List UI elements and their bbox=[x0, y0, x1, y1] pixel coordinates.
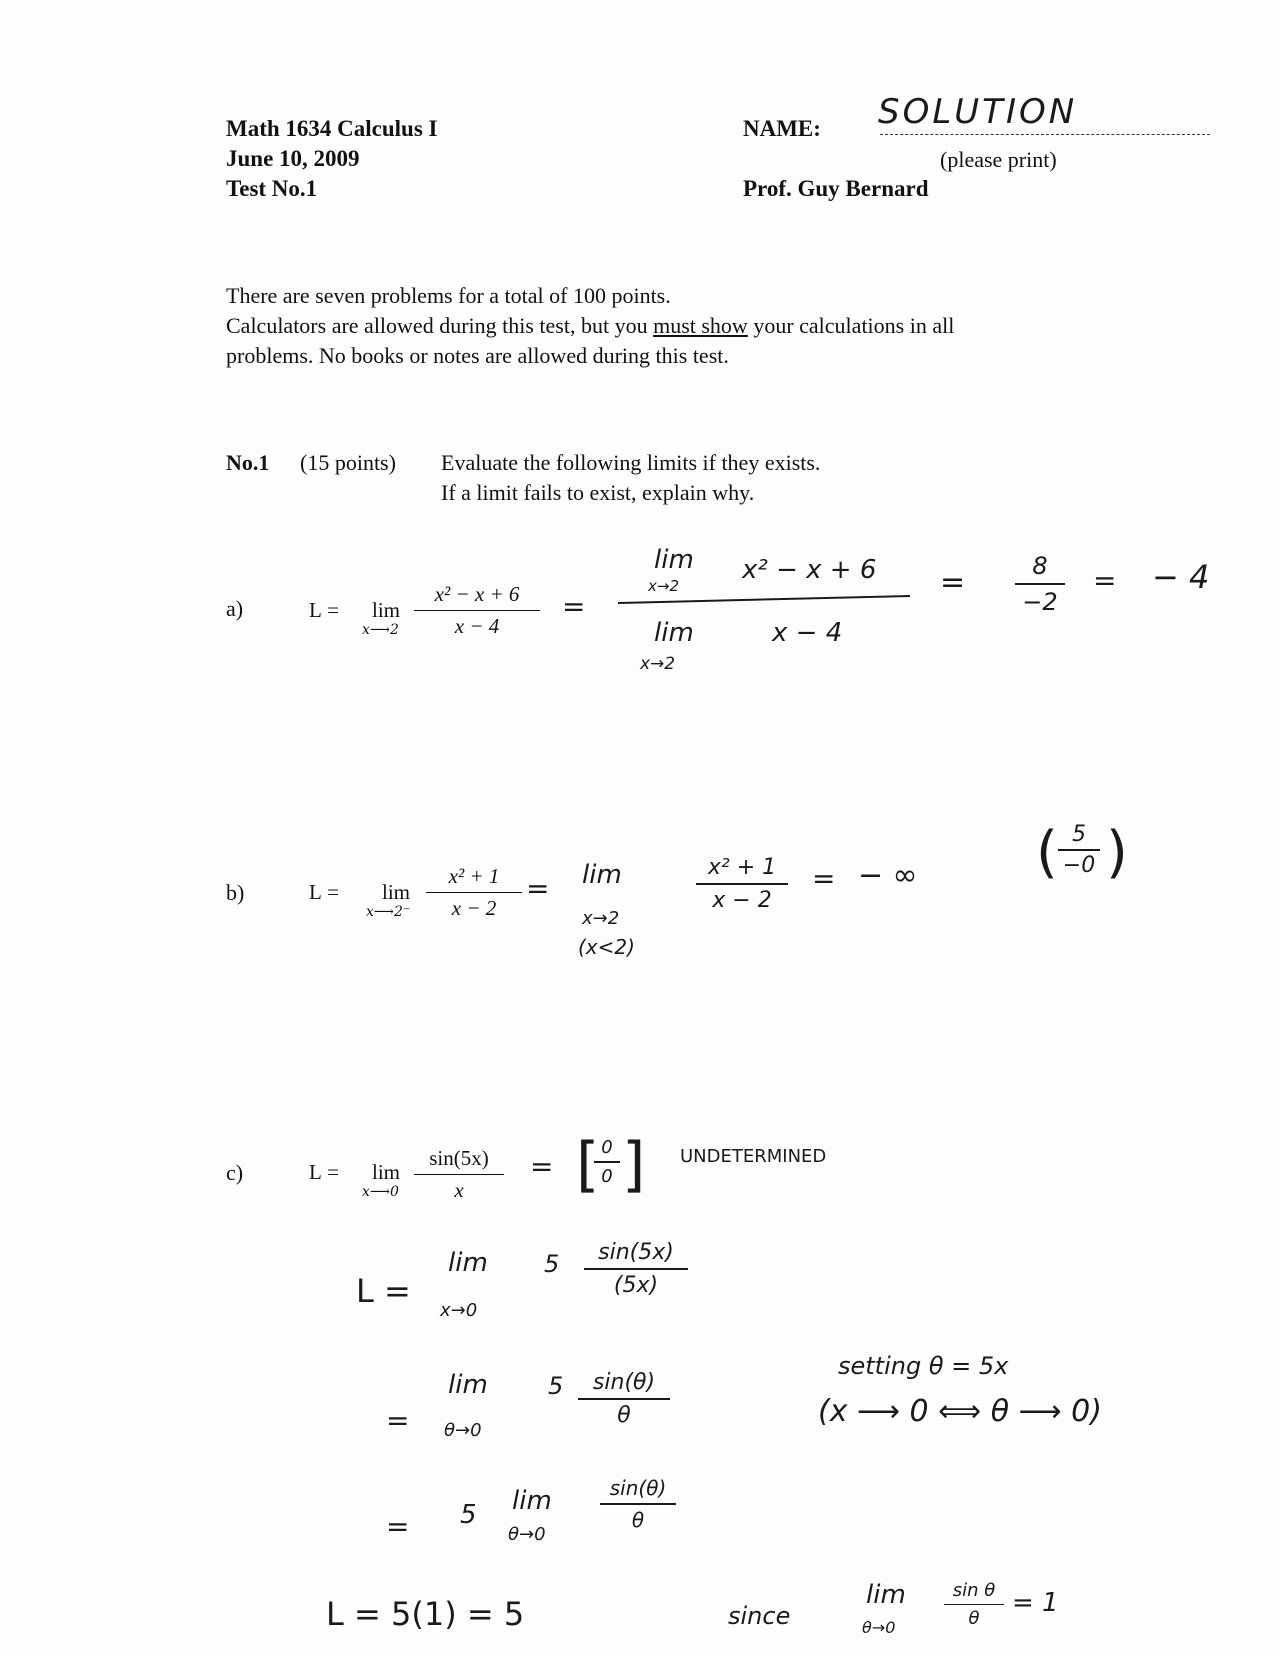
part-b-hand-eq2: = bbox=[812, 862, 836, 895]
name-value: SOLUTION bbox=[878, 92, 1078, 132]
step2-fraction: sin(θ) θ bbox=[578, 1370, 670, 1428]
part-b-lim: lim bbox=[382, 880, 411, 904]
instruction-line-1: There are seven problems for a total of 100 points. bbox=[226, 283, 671, 308]
problem-points: (15 points) bbox=[300, 450, 396, 475]
part-b-hand-sub: x→2 bbox=[582, 908, 620, 929]
part-a-hand-eq: = bbox=[562, 590, 586, 623]
part-c-bracket-right: ] bbox=[622, 1130, 646, 1200]
part-a-hand-lim-top: lim bbox=[654, 545, 694, 575]
instruction-line-2: Calculators are allowed during this test, but you must show your calculations in all bbox=[226, 313, 955, 338]
part-a-hand-lim-bot: lim bbox=[654, 618, 694, 648]
step3-fraction: sin(θ) θ bbox=[600, 1476, 676, 1532]
part-a-sub: x⟶2 bbox=[362, 622, 399, 638]
step1-coef: 5 bbox=[544, 1250, 560, 1278]
step3-lim: lim bbox=[512, 1486, 552, 1516]
step2-sub: θ→0 bbox=[444, 1420, 482, 1441]
part-c-lim: lim bbox=[372, 1160, 401, 1184]
part-c-note: UNDETERMINED bbox=[680, 1146, 827, 1167]
equivalence-note: (x ⟶ 0 ⟺ θ ⟶ 0) bbox=[818, 1394, 1102, 1429]
part-c-bracket-left: [ bbox=[576, 1130, 600, 1200]
setting-note: setting θ = 5x bbox=[838, 1352, 1009, 1380]
part-c-final: L = 5(1) = 5 bbox=[326, 1595, 525, 1633]
part-a-hand-sub-top: x→2 bbox=[648, 577, 679, 595]
step1-lim: lim bbox=[448, 1248, 488, 1278]
problem-text-2: If a limit fails to exist, explain why. bbox=[441, 480, 755, 505]
instruction-line-3: problems. No books or notes are allowed during this test. bbox=[226, 343, 729, 368]
part-a-fraction-bar bbox=[618, 596, 910, 603]
part-b-label: b) bbox=[226, 880, 245, 905]
print-note: (please print) bbox=[940, 147, 1057, 172]
part-a-hand-num: x² − x + 6 bbox=[742, 555, 877, 585]
part-a-lim: lim bbox=[372, 598, 401, 622]
part-b-fraction: x² + 1 x − 2 bbox=[426, 864, 522, 921]
step3-sub: θ→0 bbox=[508, 1524, 546, 1545]
part-b-sub: x⟶2⁻ bbox=[366, 904, 411, 920]
part-c-lhs: L = bbox=[309, 1160, 339, 1184]
step1-sub: x→0 bbox=[440, 1300, 478, 1321]
part-a-lhs: L = bbox=[309, 598, 339, 622]
professor-name: Prof. Guy Bernard bbox=[743, 176, 929, 201]
part-b-note: 5 −0 bbox=[1044, 822, 1114, 878]
since-eq: = 1 bbox=[1012, 1588, 1059, 1618]
part-b-hand-fraction: x² + 1 x − 2 bbox=[696, 855, 788, 913]
step2-lim: lim bbox=[448, 1370, 488, 1400]
part-a-label: a) bbox=[226, 596, 244, 621]
part-b-hand-cond: (x<2) bbox=[578, 935, 635, 959]
step3-eq: = bbox=[386, 1510, 410, 1543]
part-c-bracket-fraction: 0 0 bbox=[594, 1137, 620, 1187]
course-title: Math 1634 Calculus I bbox=[226, 116, 438, 141]
since-fraction: sin θ θ bbox=[944, 1580, 1004, 1629]
problem-label: No.1 bbox=[226, 450, 270, 475]
step2-eq: = bbox=[386, 1404, 410, 1437]
part-b-answer: − ∞ bbox=[858, 858, 918, 893]
part-c-hand-eq: = bbox=[530, 1150, 554, 1183]
since-note: since bbox=[728, 1602, 791, 1630]
problem-text-1: Evaluate the following limits if they exists. bbox=[441, 450, 821, 475]
part-a-fraction: x² − x + 6 x − 4 bbox=[414, 582, 540, 639]
part-b-note-paren-right: ) bbox=[1106, 820, 1128, 885]
step1-fraction: sin(5x) (5x) bbox=[584, 1240, 688, 1298]
exam-date: June 10, 2009 bbox=[226, 146, 360, 171]
step2-coef: 5 bbox=[548, 1372, 564, 1400]
part-b-lhs: L = bbox=[309, 880, 339, 904]
part-a-answer: − 4 bbox=[1152, 558, 1210, 596]
since-sub: θ→0 bbox=[862, 1618, 896, 1637]
since-lim: lim bbox=[866, 1580, 906, 1610]
part-a-hand-eq3: = bbox=[1093, 564, 1117, 597]
part-c-fraction: sin(5x) x bbox=[414, 1146, 504, 1203]
part-c-sub: x⟶0 bbox=[362, 1184, 399, 1200]
part-a-hand-result: 8 −2 bbox=[1015, 552, 1065, 616]
part-b-hand-lim: lim bbox=[582, 860, 622, 890]
part-b-hand-eq: = bbox=[526, 872, 550, 905]
part-c-label: c) bbox=[226, 1160, 244, 1185]
part-b-note-paren-left: ( bbox=[1036, 820, 1058, 885]
part-a-hand-den: x − 4 bbox=[772, 618, 843, 648]
name-label: NAME: bbox=[743, 116, 821, 141]
step1-lhs: L = bbox=[356, 1272, 411, 1310]
part-a-hand-sub-bot: x→2 bbox=[640, 654, 676, 674]
test-number: Test No.1 bbox=[226, 176, 318, 201]
step3-coef: 5 bbox=[460, 1500, 477, 1530]
part-a-hand-eq2: = bbox=[940, 565, 966, 600]
